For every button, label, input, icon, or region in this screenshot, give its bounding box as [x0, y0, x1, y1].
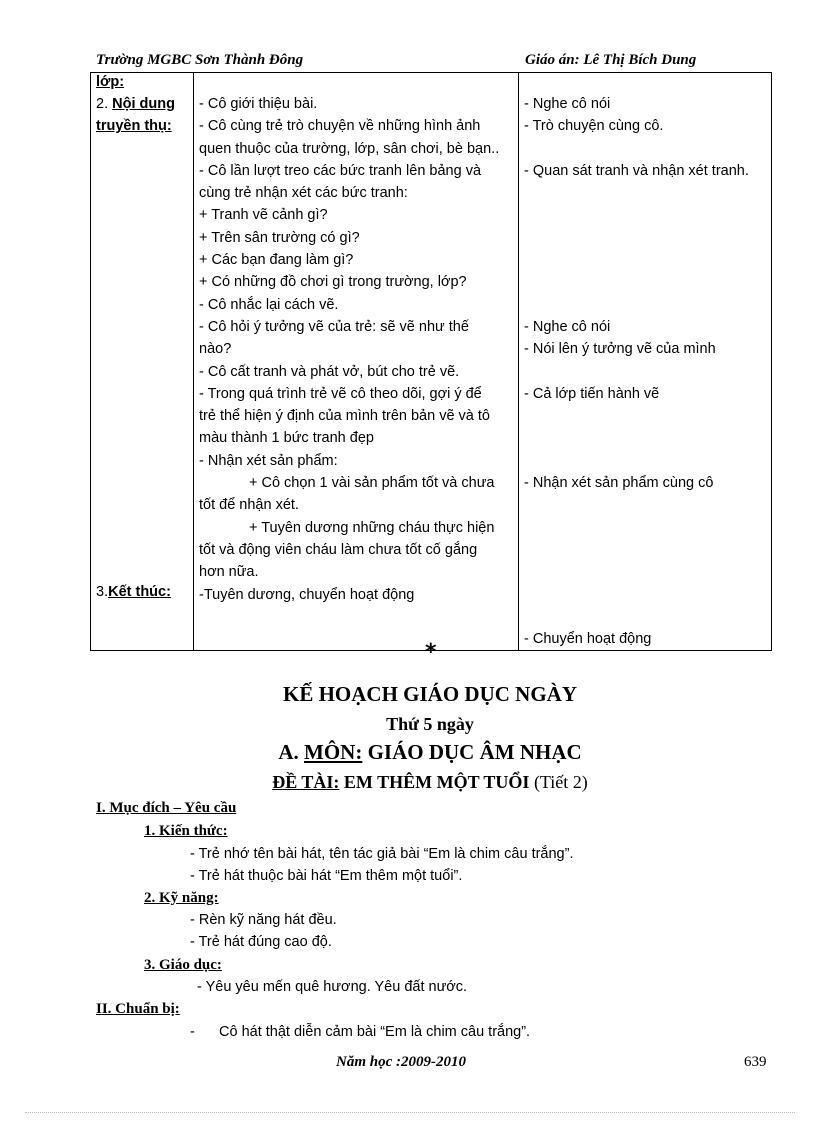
section-I-1-item: - Trẻ nhớ tên bài hát, tên tác giả bài “Em là chim câu trắng”. [190, 846, 574, 862]
footer-school-year: Năm học :2009-2010 [336, 1054, 466, 1070]
teacher-line: hơn nữa. [199, 564, 259, 581]
child-line: - Quan sát tranh và nhận xét tranh. [524, 162, 749, 179]
teacher-line: cùng trẻ nhận xét các bức tranh: [199, 185, 408, 202]
child-line: - Nghe cô nói [524, 318, 611, 335]
section-2-line-1: 2. Nội dung [96, 96, 175, 112]
child-line: - Chuyển hoạt động [524, 631, 652, 648]
teacher-line: quen thuộc của trường, lớp, sân chơi, bè bạn.. [199, 140, 500, 157]
teacher-line: + Tranh vẽ cảnh gì? [199, 207, 328, 224]
page-edge [25, 1112, 795, 1113]
child-line: - Nhận xét sản phẩm cùng cô [524, 475, 714, 492]
header-teacher: Giáo án: Lê Thị Bích Dung [525, 52, 697, 68]
section-I-2-item: - Trẻ hát đúng cao độ. [190, 934, 332, 950]
teacher-line: + Cô chọn 1 vài sản phẩm tốt và chưa [249, 475, 495, 492]
teacher-line: - Nhận xét sản phẩm: [199, 452, 338, 469]
plan-topic: ĐỀ TÀI: EM THÊM MỘT TUỔI (Tiết 2) [272, 772, 588, 792]
teacher-line: - Cô giới thiệu bài. [199, 96, 318, 112]
divider-asterisk: * [425, 640, 437, 665]
teacher-line: - Cô hỏi ý tưởng vẽ của trẻ: sẽ vẽ như thế [199, 318, 469, 335]
teacher-line: nào? [199, 341, 232, 358]
teacher-line: - Cô cùng trẻ trò chuyện về những hình ảnh [199, 118, 481, 135]
table-col-teacher [194, 73, 519, 651]
teacher-line: + Tuyên dương những cháu thực hiện [249, 519, 495, 536]
plan-title: KẾ HOẠCH GIÁO DỤC NGÀY [282, 682, 577, 706]
plan-subject: A. MÔN: GIÁO DỤC ÂM NHẠC [278, 740, 582, 764]
lesson-table [90, 72, 772, 651]
teacher-line: - Cô lần lượt treo các bức tranh lên bảng và [199, 162, 482, 179]
section-I-2-item: - Rèn kỹ năng hát đều. [190, 912, 337, 928]
section-I-3-item: - Yêu yêu mến quê hương. Yêu đất nước. [197, 979, 468, 995]
child-line: - Cả lớp tiến hành vẽ [524, 385, 660, 402]
prev-section-tail: lớp: [96, 74, 125, 90]
teacher-line: - Trong quá trình trẻ vẽ cô theo dõi, gợi ý để [199, 385, 482, 402]
teacher-line: - Cô cất tranh và phát vở, bút cho trẻ vẽ. [199, 363, 460, 380]
section-I-2-label: 2. Kỹ năng: [144, 890, 219, 906]
teacher-line: - Cô nhắc lại cách vẽ. [199, 296, 339, 313]
table-col-children [519, 73, 772, 651]
teacher-line: + Trên sân trường có gì? [199, 229, 360, 246]
table-col-section [91, 73, 194, 651]
child-line: - Trò chuyện cùng cô. [524, 118, 664, 135]
section-2-line-2: truyền thụ: [96, 118, 172, 135]
section-II-item: - Cô hát thật diễn cảm bài “Em là chim câu trắng”. [190, 1024, 531, 1040]
teacher-line: màu thành 1 bức tranh đẹp [199, 430, 374, 447]
page-number: 639 [744, 1054, 767, 1070]
child-line: - Nói lên ý tưởng vẽ của mình [524, 341, 716, 358]
teacher-line: + Các bạn đang làm gì? [199, 252, 354, 269]
teacher-line: trẻ thể hiện ý định của mình trên bản vẽ và tô [199, 408, 490, 425]
section-II-heading: II. Chuẩn bị: [96, 1001, 180, 1017]
child-line: - Nghe cô nói [524, 96, 611, 112]
header-school: Trường MGBC Sơn Thành Đông [96, 52, 304, 68]
teacher-line: + Có những đồ chơi gì trong trường, lớp? [199, 274, 467, 291]
section-I-heading: I. Mục đích – Yêu cầu [96, 800, 237, 816]
teacher-line: tốt và động viên cháu làm chưa tốt cố gắng [199, 541, 478, 558]
section-I-1-item: - Trẻ hát thuộc bài hát “Em thêm một tuổi”. [190, 868, 463, 884]
teacher-line: -Tuyên dương, chuyển hoạt động [199, 586, 415, 603]
plan-day: Thứ 5 ngày [386, 714, 474, 734]
section-3: 3.Kết thúc: [96, 583, 171, 600]
section-I-3-label: 3. Giáo dục: [144, 957, 222, 973]
section-I-1-label: 1. Kiến thức: [144, 823, 228, 839]
teacher-line: tốt để nhận xét. [199, 497, 299, 514]
